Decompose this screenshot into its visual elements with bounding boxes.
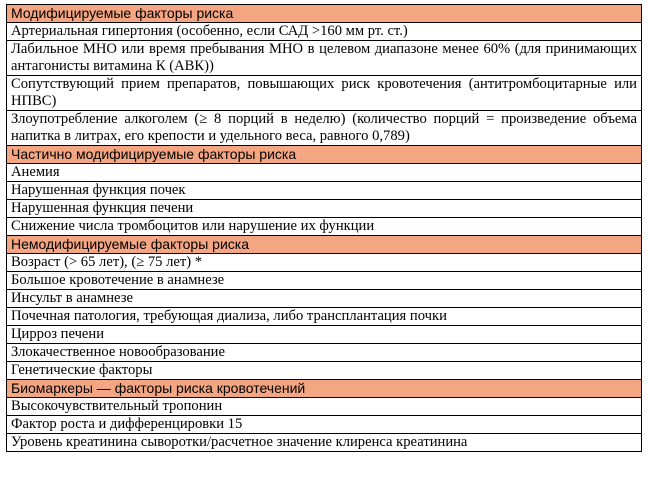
risk-factor-text: Уровень креатинина сыворотки/расчетное значение клиренса креатинина (7, 434, 642, 452)
risk-factor-row (7, 23, 642, 41)
risk-factor-row (7, 344, 642, 362)
risk-factor-text: Инсульт в анамнезе (7, 290, 642, 308)
section-title: Модифицируемые факторы риска (7, 5, 642, 23)
risk-factor-row (7, 290, 642, 308)
risk-factor-text: Анемия (7, 164, 642, 182)
risk-factor-text: Лабильное МНО или время пребывания МНО в целевом диапазоне менее 60% (для принимающих антагонисты витамина К (АВК)) (7, 41, 642, 76)
risk-factor-text: Большое кровотечение в анамнезе (7, 272, 642, 290)
section-header-row (7, 236, 642, 254)
risk-factor-row (7, 308, 642, 326)
risk-factor-text: Нарушенная функция почек (7, 182, 642, 200)
risk-factor-text: Злоупотребление алкоголем (≥ 8 порций в неделю) (количество порций = произведение объема напитка в литрах, его крепости и удельного веса, равного 0,789) (7, 111, 642, 146)
risk-factors-table (6, 4, 642, 452)
risk-factor-row (7, 200, 642, 218)
risk-factor-row (7, 362, 642, 380)
section-title: Биомаркеры — факторы риска кровотечений (7, 380, 642, 398)
risk-factor-row (7, 272, 642, 290)
risk-factor-row (7, 76, 642, 111)
risk-factor-text: Нарушенная функция печени (7, 200, 642, 218)
section-title: Немодифицируемые факторы риска (7, 236, 642, 254)
risk-factor-text: Возраст (> 65 лет), (≥ 75 лет) * (7, 254, 642, 272)
risk-factor-row (7, 218, 642, 236)
risk-factor-row (7, 111, 642, 146)
section-header-row (7, 5, 642, 23)
risk-factor-row (7, 416, 642, 434)
risk-factor-row (7, 164, 642, 182)
risk-factor-row (7, 398, 642, 416)
risk-factors-table-body (7, 5, 642, 452)
risk-factor-text: Почечная патология, требующая диализа, либо трансплантация почки (7, 308, 642, 326)
risk-factor-row (7, 434, 642, 452)
risk-factor-text: Злокачественное новообразование (7, 344, 642, 362)
section-header-row (7, 380, 642, 398)
risk-factor-text: Артериальная гипертония (особенно, если САД >160 мм рт. ст.) (7, 23, 642, 41)
risk-factor-text: Генетические факторы (7, 362, 642, 380)
risk-factor-text: Сопутствующий прием препаратов, повышающих риск кровотечения (антитромбоцитарные или НПВС) (7, 76, 642, 111)
risk-factor-text: Фактор роста и дифференцировки 15 (7, 416, 642, 434)
risk-factor-row (7, 326, 642, 344)
risk-factor-row (7, 182, 642, 200)
risk-factor-text: Высокочувствительный тропонин (7, 398, 642, 416)
section-title: Частично модифицируемые факторы риска (7, 146, 642, 164)
section-header-row (7, 146, 642, 164)
risk-factor-row (7, 254, 642, 272)
risk-factor-text: Цирроз печени (7, 326, 642, 344)
risk-factor-row (7, 41, 642, 76)
risk-factor-text: Снижение числа тромбоцитов или нарушение их функции (7, 218, 642, 236)
